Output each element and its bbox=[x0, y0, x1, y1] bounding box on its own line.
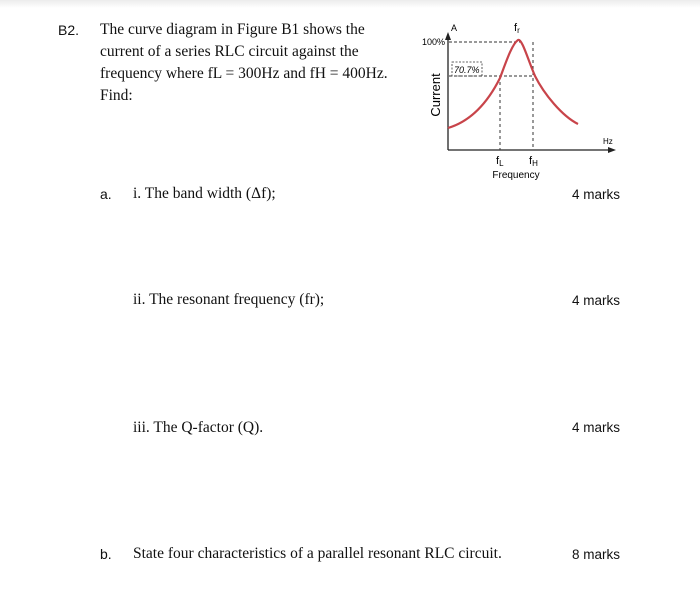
question-intro bbox=[100, 19, 400, 107]
resonance-curve bbox=[448, 40, 578, 128]
part-a-item-1-marks: 4 marks bbox=[571, 187, 620, 202]
half-power-label: 70.7% bbox=[454, 65, 480, 75]
part-a-item-1: i. The band width (Δf); bbox=[133, 185, 276, 202]
part-b-label: b. bbox=[100, 546, 112, 562]
intro-line-4: Find: bbox=[100, 87, 133, 104]
x-unit-label: Hz bbox=[603, 137, 613, 146]
fh-label: fH bbox=[529, 155, 538, 168]
page-top-shadow bbox=[0, 0, 700, 8]
part-a-item-3-marks: 4 marks bbox=[571, 420, 620, 435]
intro-line-3: frequency where fL = 300Hz and fH = 400Hz. bbox=[100, 65, 388, 82]
question-number: B2. bbox=[58, 22, 80, 38]
part-a-label: a. bbox=[100, 186, 112, 202]
x-axis-arrow bbox=[608, 147, 616, 153]
intro-line-1: The curve diagram in Figure B1 shows the bbox=[100, 21, 365, 38]
intro-line-2: current of a series RLC circuit against the bbox=[100, 43, 359, 60]
y-axis-label: Current bbox=[428, 73, 443, 117]
part-b-item-1-marks: 8 marks bbox=[571, 547, 620, 562]
fr-label: fr bbox=[514, 22, 520, 35]
fl-label: fL bbox=[496, 155, 504, 168]
part-b-item-1: State four characteristics of a parallel resonant RLC circuit. bbox=[133, 545, 502, 562]
x-axis-label: Frequency bbox=[492, 170, 540, 181]
part-a-item-2: ii. The resonant frequency (fr); bbox=[133, 291, 325, 308]
peak-label: 100% bbox=[422, 37, 446, 47]
y-axis-arrow bbox=[445, 32, 451, 40]
part-a-item-2-marks: 4 marks bbox=[571, 293, 620, 308]
part-a-item-3: iii. The Q-factor (Q). bbox=[133, 419, 264, 436]
resonance-curve-figure bbox=[418, 18, 638, 188]
axis-top-label: A bbox=[451, 23, 458, 33]
